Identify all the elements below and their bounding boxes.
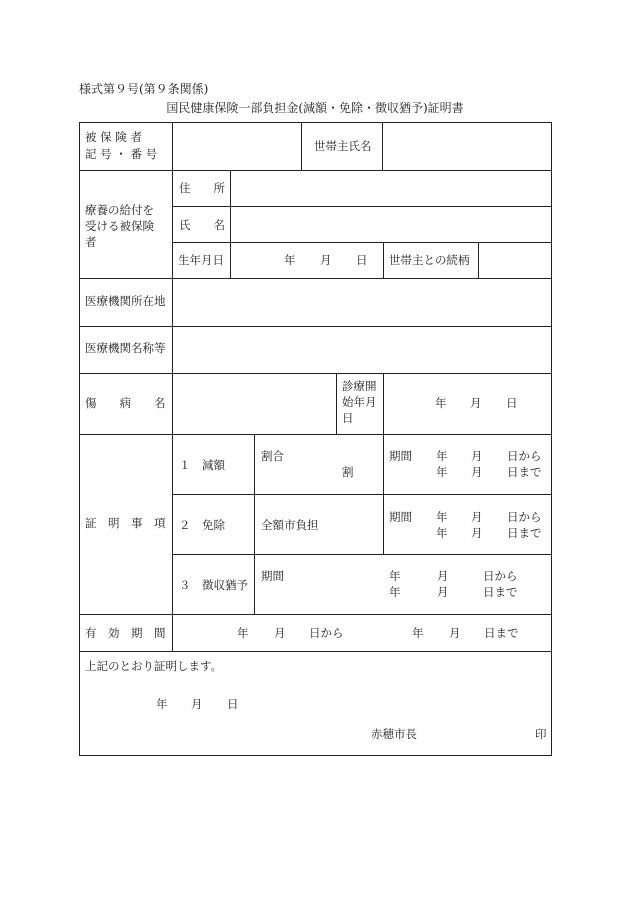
exemption-from-year: 年 bbox=[436, 510, 448, 524]
treatment-start-label-3: 日 bbox=[342, 411, 354, 425]
row-divider bbox=[172, 494, 551, 495]
dob-year: 年 bbox=[284, 253, 296, 267]
column-divider bbox=[478, 242, 479, 278]
reduction-from-month: 月 bbox=[471, 449, 483, 463]
exemption-from-day: 日から bbox=[507, 510, 542, 524]
row-divider bbox=[80, 170, 551, 171]
treatment-start-day: 日 bbox=[506, 396, 518, 410]
validity-to-year: 年 bbox=[412, 626, 424, 640]
address-label: 住 所 bbox=[179, 181, 225, 195]
issue-year: 年 bbox=[156, 697, 168, 711]
form-number: 様式第９号(第９条関係) bbox=[79, 82, 209, 96]
row-divider bbox=[80, 651, 551, 652]
row-divider bbox=[172, 206, 551, 207]
reduction-to-month: 月 bbox=[471, 465, 483, 479]
column-divider bbox=[382, 123, 383, 170]
issue-month: 月 bbox=[191, 697, 203, 711]
row-divider bbox=[172, 554, 551, 555]
deferral-period-label: 期間 bbox=[261, 569, 284, 583]
reduction-to-year: 年 bbox=[436, 465, 448, 479]
deferral-from-month: 月 bbox=[437, 569, 449, 583]
validity-from-year: 年 bbox=[237, 626, 249, 640]
issuer-name: 赤穂市長 bbox=[371, 727, 417, 741]
treatment-start-label-2: 始年月 bbox=[342, 395, 377, 409]
dob-label: 生年月日 bbox=[178, 253, 224, 267]
column-divider bbox=[383, 373, 384, 434]
form-title: 国民健康保険一部負担金(減額・免除・徴収猶予)証明書 bbox=[166, 101, 464, 115]
treatment-start-label-1: 診療開 bbox=[342, 379, 377, 393]
deferral-to-day: 日まで bbox=[483, 585, 518, 599]
deferral-from-year: 年 bbox=[389, 569, 401, 583]
validity-from-month: 月 bbox=[274, 626, 286, 640]
column-divider bbox=[383, 242, 384, 278]
deferral-to-year: 年 bbox=[389, 585, 401, 599]
institution-name-label: 医療機関名称等 bbox=[85, 341, 166, 355]
column-divider bbox=[383, 434, 384, 554]
column-divider bbox=[336, 373, 337, 434]
reduction-label: １ 減額 bbox=[179, 458, 225, 472]
name-label: 氏 名 bbox=[179, 218, 225, 232]
treatment-start-month: 月 bbox=[470, 396, 482, 410]
recipient-label-2: 受ける被保険 bbox=[85, 219, 154, 233]
recipient-label-1: 療養の給付を bbox=[85, 203, 154, 217]
reduction-from-day: 日から bbox=[507, 449, 542, 463]
reduction-ratio-unit: 割 bbox=[342, 465, 354, 479]
insured-number-label-2: 記 号 ・ 番 号 bbox=[85, 147, 158, 161]
exemption-period-label: 期間 bbox=[389, 510, 412, 524]
column-divider bbox=[230, 170, 231, 278]
reduction-ratio-label: 割合 bbox=[261, 449, 284, 463]
reduction-from-year: 年 bbox=[436, 449, 448, 463]
treatment-start-year: 年 bbox=[435, 396, 447, 410]
dob-day: 日 bbox=[356, 253, 368, 267]
certification-statement: 上記のとおり証明します。 bbox=[85, 659, 223, 673]
insured-number-label-1: 被 保 険 者 bbox=[85, 130, 142, 144]
validity-from-day: 日から bbox=[309, 626, 344, 640]
row-divider bbox=[172, 242, 551, 243]
deferral-label: ３ 徴収猶予 bbox=[179, 578, 248, 592]
column-divider bbox=[301, 123, 302, 170]
deferral-to-month: 月 bbox=[437, 585, 449, 599]
illness-label: 傷 病 名 bbox=[85, 396, 166, 410]
validity-label: 有 効 期 間 bbox=[85, 626, 166, 640]
seal-mark: 印 bbox=[535, 727, 547, 741]
row-divider bbox=[80, 434, 551, 435]
relation-label: 世帯主との続柄 bbox=[389, 253, 470, 267]
validity-to-month: 月 bbox=[449, 626, 461, 640]
row-divider bbox=[80, 614, 551, 615]
institution-location-label: 医療機関所在地 bbox=[85, 294, 166, 308]
row-divider bbox=[80, 373, 551, 374]
issue-day: 日 bbox=[227, 697, 239, 711]
recipient-label-3: 者 bbox=[85, 235, 97, 249]
row-divider bbox=[80, 326, 551, 327]
reduction-period-label: 期間 bbox=[389, 449, 412, 463]
certification-label: 証 明 事 項 bbox=[85, 516, 166, 530]
exemption-to-year: 年 bbox=[436, 526, 448, 540]
exemption-to-month: 月 bbox=[471, 526, 483, 540]
household-head-name-label: 世帯主氏名 bbox=[314, 139, 372, 153]
exemption-detail: 全額市負担 bbox=[261, 518, 319, 532]
row-divider bbox=[80, 278, 551, 279]
certificate-form bbox=[79, 122, 552, 756]
exemption-from-month: 月 bbox=[471, 510, 483, 524]
deferral-from-day: 日から bbox=[483, 569, 518, 583]
validity-to-day: 日まで bbox=[484, 626, 519, 640]
reduction-to-day: 日まで bbox=[507, 465, 542, 479]
dob-month: 月 bbox=[320, 253, 332, 267]
exemption-to-day: 日まで bbox=[507, 526, 542, 540]
column-divider bbox=[254, 434, 255, 614]
column-divider bbox=[172, 123, 173, 651]
exemption-label: ２ 免除 bbox=[179, 518, 225, 532]
